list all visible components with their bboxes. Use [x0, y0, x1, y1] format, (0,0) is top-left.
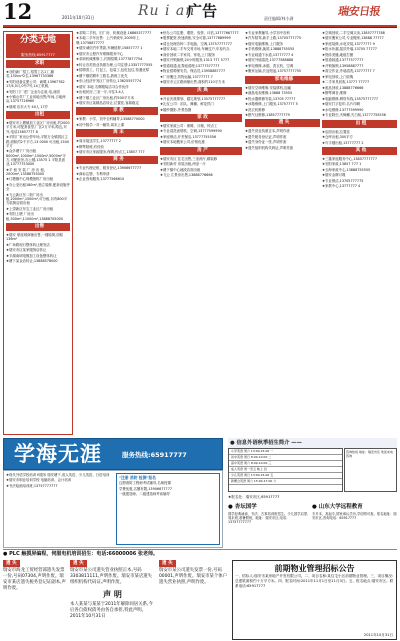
column-4 [245, 31, 320, 435]
classified-ad: ★三鑫家庭服务中心,13857777777 [322, 156, 377, 161]
classified-ad: ★家教：小学、初中全科辅导,13588770000 [76, 117, 145, 122]
column-5 [322, 31, 397, 435]
classified-ad: ★专业保洁,13705777775 [322, 178, 364, 183]
classified-ad: ★专业清洗油烟机、空调,13777599990 [160, 129, 222, 134]
classified-ad: ★家庭装修,水电安装,13777777 9 [322, 41, 375, 46]
classified-ad: ★冰箱维修,上门服务,13757777 5 [245, 102, 298, 107]
tender-title: 前期物业管理招标公告 [274, 564, 355, 573]
classified-ad: ★瑞安打字复印,名片印刷 [322, 102, 361, 107]
classified-ad: ★转让各类营业执照办理,公司注册,13357777555 [76, 62, 153, 67]
classified-ad: ★安阳家政,13857 777 1 [322, 162, 362, 167]
notice-text: 瑞安市某公司遗失发票一份,号码00001,声明作废。瑞安市某个体户遗失营业执照,声明作废。 [159, 568, 228, 585]
classified-ad: ★上望新区东宝工业区厂房出租 [6, 206, 54, 211]
classified-ad: ★瑞安搬家公司,专业搬家,13888 77777 [322, 36, 384, 41]
classified-ad: ★安阳上塘 厂房出租,500m²,11000m²,13888705000 [6, 212, 63, 221]
column-2 [76, 31, 158, 435]
newspaper-logo: 瑞安日报 [337, 5, 381, 18]
category-header: 庆 典 [160, 87, 242, 95]
classified-ad: ★瑞安家政公司：保姆、月嫂、钟点工 [160, 123, 218, 128]
classified-ad: ★瑞安外墙清洗,13777588888 [245, 58, 294, 63]
classified-ad: ★东山经济开发区厂房转让,13625557774 [76, 79, 142, 84]
classified-ad: ★办公室出租180m²,独立装修,配套设施齐全 [6, 182, 70, 192]
schedule-row: 初中英语 周日 8:00-10:00 二 [229, 455, 342, 461]
classified-ad: ★物业招聘保安员、保洁员,13958887777 [160, 69, 226, 74]
schedule-row: 新概念英语 周六 15:00-17:00 六 [229, 479, 342, 485]
classified-ad: ★高价回收二手家具、家电,上门服务 [160, 52, 215, 57]
classified-ad: ★招聘普工、打包工、包装工,包吃包住,待遇优厚 [76, 68, 150, 73]
classified-ad: ★瑞安诚信汽车贷款,车辆抵押,15857777 1 [76, 46, 143, 51]
classified-ad: ★遗失营业执照正本,声明作废 [245, 129, 290, 134]
education-ads-right-body [119, 481, 217, 496]
classified-ad: ★汽车陪驾,新手上路,13705777775 [245, 36, 302, 41]
shanda-title: ● 山东大学远程教育 [312, 504, 363, 510]
classified-ad: ★婚纱摄影,外景拍摄 [160, 107, 192, 112]
education-ads [3, 470, 223, 548]
category-header: 出租 [6, 111, 70, 119]
classified-ad: ★初中数学一对一辅导,周末上课 [76, 122, 125, 127]
classified-ad: ★平湖南明电镀加工设备整体转让 [6, 253, 57, 258]
classified-ad: ★安阳设备注册公司：诚聘,13967762 17/4,5月,0号7号,14工机械, [6, 79, 65, 89]
classified-ad: 学费优惠,名额有限,13906677777 [119, 486, 173, 491]
classified-ad: ★瑞安市职业培训学校 电脑培训、会计培训 [6, 478, 72, 483]
classified-ad: ★专业代理记账、税务登记,13906677777 [76, 166, 142, 171]
classified-ad: ★瑞安市区 住宅出售,三室两厅,精装修 [160, 156, 218, 161]
banner-phone: 服务热线:65917777 [122, 451, 187, 459]
classified-ad: ★平 租 安 装 厂 房 出 租，2000m²,13588755000 [6, 167, 48, 176]
classified-ad: ★飞云新区东二街厂房出租,2000m²,1500m²,可分租,另有800平方临街店面出租 [6, 192, 68, 206]
classified-ad: ★商标注册、专利申请 [76, 171, 110, 176]
notice-tag: 遗 失 [159, 560, 176, 567]
category-header: 出 租 [322, 120, 397, 128]
classified-ad: ★小镇山村厂工业用地出售/车间,占地两亩,13757726960 [6, 95, 66, 104]
category-header: 房 产 [160, 147, 242, 155]
classified-ad: ★广场路现行整体转让理发店 [6, 242, 50, 247]
classified-ad: ★企业咨询服务,13777566610 [76, 177, 125, 182]
tender-date: 2011年10月31日 [363, 632, 393, 637]
classified-ad: ★遗失税务登记证,声明作废 [245, 134, 287, 139]
education-banner [3, 438, 223, 470]
classified-ad: ★防水补漏,屋顶外墙,13705 77777 [322, 47, 377, 52]
classified-ad: ★家电回收,上门收购 [322, 74, 354, 79]
classified-ad: ★废品回收,13888776666 [322, 85, 364, 90]
classified-ad: ★高空作业,外墙清洗,13777777 7 [322, 69, 375, 74]
classified-ad: ★遗失组织机构代码证,声明作废 [245, 145, 294, 150]
classified-ad: 一级建造师、二级建造师考前辅导 [119, 492, 170, 497]
classified-ad: ★洗衣机维修 [245, 107, 265, 112]
classified-ad: ★瑞安市云江路商铺出售,面积约110平方米 [160, 80, 225, 85]
classified-ad: ★专业疏通下水道,13777777 4 [245, 52, 294, 57]
classified-ad: ★管道疏通,化粪池清理,13777577777 [160, 63, 220, 68]
classified-ad: ★众多塘下厂房出租 8000m²,1000m²,1500m²,5000m²平方,可配宿舍,办公楼,13575 1 平阳县创业,13777753000 [6, 149, 66, 167]
schedule-row: 少儿英语 周日 13:00-15:00 五 [229, 473, 342, 479]
schedule-row: 成人英语 周一至五 晚上 四 [229, 467, 342, 473]
classified-ad: ★快办公司注册、增资、验资、评估,13777667777 [160, 31, 239, 35]
classified-ad: ★空调回收,二手空调买卖,13857777788 [322, 31, 385, 35]
classified-ad: ★二手家具回收,13777 77777 [322, 80, 370, 85]
classified-ad: ★瑞安 本地 名牌服装店寻合作伙伴 [76, 84, 129, 89]
tender-body: 一、招标人:瑞安市某房地产开发有限公司。二、项目名称:某住宅小区前期物业管理。三、项目概况:总建筑面积约十万平方米。四、报名时间:2011年11月1日至11月3日。五、报名地点:瑞安市区。联系电话:65917777 [235, 574, 394, 588]
notice-lost-2 [70, 560, 155, 640]
notice-lost-3 [159, 560, 229, 640]
section-title: 广告 [187, 2, 218, 20]
column-3 [160, 31, 242, 435]
classified-ad: ★瑞安电脑维修,上门服务 [245, 41, 284, 46]
property-tender-notice [232, 560, 397, 640]
category-header: 其 他 [322, 147, 397, 155]
editor-credit: 责任编辑/林小满 [264, 16, 294, 21]
classified-ad: ★订塘镇中心规模独栋厂房出租 [6, 177, 54, 182]
education-ads-right-title: "注册 消防 检测"报名 [119, 475, 156, 480]
classified-ad: ★本地二手车出售：上汽荣威车,2009年上牌,13758877777 [76, 36, 140, 45]
classified-ad: ★瑞安市区某家服饰店转让 [6, 248, 47, 253]
category-header: 遗 失 [245, 119, 320, 127]
category-header: 求职 [6, 60, 70, 68]
classified-ad: ★钢琴调音,维修 [322, 91, 347, 96]
classified-ad: ★开业庆典策划、婚礼策划,13575777777 [160, 96, 226, 101]
classified-ad: ★求职机械维修工,长期招聘,13777877754 [76, 57, 143, 62]
guohua-body: 国学经典诵读、书法、古筝培训班招生。少儿国学启蒙,周末班,寒暑假班。地址：瑞安市区,电话：13757777777 [228, 512, 309, 525]
classified-ad: ★瑞安金牌月嫂 [322, 173, 346, 178]
classified-ad: ★专业家教辅导,小学初中各科 [245, 31, 290, 35]
classified-ad: ★热水器维修安装,13705 77777 [245, 96, 296, 101]
classified-ad: ★平阳厂家出让停车场,平阳万全镇园区主路,面积约2千平方,13 0000 可出租,1500平方 [6, 135, 70, 148]
classified-ad: ★塘下镇招聘车工数名,熟练工优先 [76, 73, 128, 78]
notice-tag: 遗 失 [3, 560, 20, 567]
education-ads-left [6, 473, 112, 489]
classified-ad: ★礼仪公司：乐队、舞狮、鲜花拱门 [160, 102, 214, 107]
classified-ad: ★电脑维修,网络布线,13575777777 [322, 96, 379, 101]
header-rule-dark [3, 27, 397, 28]
classified-ad: ★写字楼出租,13777777 2 [322, 140, 364, 145]
classified-ad: ★书法绘画培训班,13757777777 [6, 483, 58, 488]
classified-ad: ★瑞安市区家政服务,保姆,钟点工,13857 777 [76, 150, 145, 155]
schedule-row: 高中英语 周六 8:00-10:00 三 [229, 461, 342, 467]
issue-date: 2011年10月31日 [62, 15, 95, 20]
column-1-hotline: 服务热线:65917777 [6, 52, 70, 58]
banner-title: 学海无涯 [14, 442, 102, 466]
classified-ad: ★塘下镇中心地段店面出租 [160, 167, 201, 172]
statement-text: 本人某某与某某于2011年解除同居关系,今后各自债权债务由各自承担,特此声明。2011年10月31日 [70, 602, 153, 619]
schedule-row: 小学英语 周六 13:00-15:00 一 [229, 449, 342, 455]
classified-ad: ★液晶电视维修,13888 75555 [245, 91, 293, 96]
classified-ad: ★求购二手机、旧厂房、机械设备,16865377777 [76, 31, 152, 35]
classified-ad: ★开锁换锁,13958887777 [322, 63, 364, 68]
column-4-body [245, 31, 320, 150]
classified-ad: ★安阳 门厂老厂企业办注意,电,前面 [6, 89, 60, 94]
classified-ad: ★瑞安本地搬家公司,价格优惠 [160, 140, 205, 145]
classified-ad: ★清仓处理各种二手电脑、空调,13757777777 [160, 41, 232, 46]
classified-ad: ★燃气灶维修,13857777779 [245, 113, 290, 118]
notice-lost-1 [3, 560, 66, 640]
classified-ad: ★玉海家政中心,13888755555 [322, 167, 371, 172]
info-footer: ★报名处：瑞安市区,65917777 [228, 495, 280, 499]
category-header: 家电维修 [245, 76, 320, 84]
classified-ad: ★水电维修,13777599990 [322, 107, 364, 112]
classified-ad: ★瓷砖美缝,地板打蜡 [322, 52, 354, 57]
classified-ad: ★遗失身份证一张,声明作废 [245, 140, 287, 145]
section-lead: Ru i an [138, 3, 196, 19]
info-title: ● 信息外语秋季招生简介 —— [228, 438, 397, 448]
classified-ad: ★股票配资,快速到账,安全可靠,13777889999 [160, 36, 231, 41]
guohua-title: ● 杏坛国学 [228, 504, 257, 510]
education-ads-right [116, 473, 220, 545]
classified-ad: ★瑞安市上塘镇加工业区厂房出租,约2000平方米,可配套食堂,厂区2万平米,路边,对外,电话13857777 8 [6, 121, 70, 134]
page-header [0, 0, 400, 30]
column-1-body [6, 60, 70, 263]
classified-ad: ★管道疏通,13777577777 [322, 58, 364, 63]
category-header: 周 末 [76, 129, 158, 137]
classified-ad: ★塘下镇工业区厂房出租,约500平方米 [76, 95, 135, 100]
classified-ad: ★安阳新村 房屋出租,两室一厅 [160, 162, 206, 167]
classified-ad: 注册消防工程师考试辅导,名师授课 [119, 481, 171, 486]
category-header: 商 务 [76, 156, 158, 164]
notice-tag: 遗 失 [70, 560, 87, 567]
category-header: 家 教 [76, 107, 158, 115]
classified-ad: ★现代外语学校培训 E服务 瑞安塘下,成人英语、少儿英语、日语培训 [6, 473, 110, 477]
category-header: 家 政 [160, 114, 242, 122]
classified-ad: ★手机维修,换屏,13888755555 [245, 47, 295, 52]
classified-ad: ★周末接送学生,13777777 2 [76, 139, 121, 144]
notice-text: 瑞安市某公司遗失营业执照正本,号码3303811111,声明作废。瑞安市某店遗失组织机构代码证,声明作废。 [70, 568, 153, 585]
classified-ad: ★瑞安 豪庭城商铺出售,一楼临街,面积136m² [6, 232, 64, 242]
classified-ad: ★瑞安市区某精品店转让,位置佳,客源稳定 [76, 101, 139, 106]
classified-ad: ★家电维修,冰箱、洗衣机、空调 [245, 63, 294, 68]
classified-ad: ★瑞城 店东大专 40人 17岁 [6, 104, 49, 109]
classified-ad: ★店面出租,位置佳 [322, 129, 350, 134]
column-2-body [76, 31, 158, 182]
shanda-body: 专升本、高起专,国家承认学历,学信网可查。报名地址：瑞安市区,咨询电话：65917777 [312, 512, 397, 521]
column-3-body [160, 31, 242, 177]
classified-ad: ★专业除虫,灭蟑螂,灭白蚁,13777755556 [322, 113, 386, 118]
classified-ad: ★塘下某金店转让,13888578000 [6, 259, 58, 264]
classified-ad: ★飞云 江景房出售,13888776666 [160, 173, 213, 178]
classified-ad: ★钢琴陪练,有经验 [76, 144, 104, 149]
classified-ad: ★家庭保洁,开荒保洁,13777755556 [160, 134, 217, 139]
classified-ad: ★瑞安开锁换锁,24小时服务,1313 777 5777 [160, 58, 230, 63]
column-1 [3, 31, 73, 435]
classified-ad: ★仓库出租,300平方 [322, 135, 353, 140]
column-1-title: 分类天地 [6, 34, 70, 52]
classified-ad: ★搬家运输,长途短途,13757777755 [245, 69, 302, 74]
page-number: 12 [3, 0, 33, 24]
plc-training-line: ● PLC 触摸屏编程，伺服电机培训招生：电话:66000006 张老师。 [3, 549, 397, 558]
classified-ad: ★出租民房,三室一厅,可住3-4人 [76, 90, 125, 95]
info-schedule-table [228, 448, 343, 492]
classified-ad: ★家教中心,13777777 4 [322, 184, 361, 189]
classified-ad: ★瑞安市云程汽车维修服务中心 [76, 51, 124, 56]
notice-text: 瑞安市海龙工贸经营部遗失发票一份,号码07304,声明作废。瑞安市某店遗失税务登记证副本,声明作废。 [3, 568, 66, 591]
statement-title: 声 明 [103, 590, 122, 599]
info-side-note: 咨询热线 地址：瑞安市区 欢迎来电咨询 [344, 448, 397, 492]
classified-ad: ★谷阳新厂招工,招男工名1工,额若,150nu*2名,13967733366 [6, 70, 55, 79]
category-header: 出售 [6, 223, 70, 231]
classified-ad: ★厂房搬迁,货物运输,13777777 7 [160, 74, 213, 79]
classified-ad: ★瑞安本地二手车交易市场,车辆过户,年检代办 [160, 47, 230, 52]
column-5-body [322, 31, 397, 189]
classified-ad: ★瑞安空调维修,安装移机,加氟 [245, 85, 291, 90]
